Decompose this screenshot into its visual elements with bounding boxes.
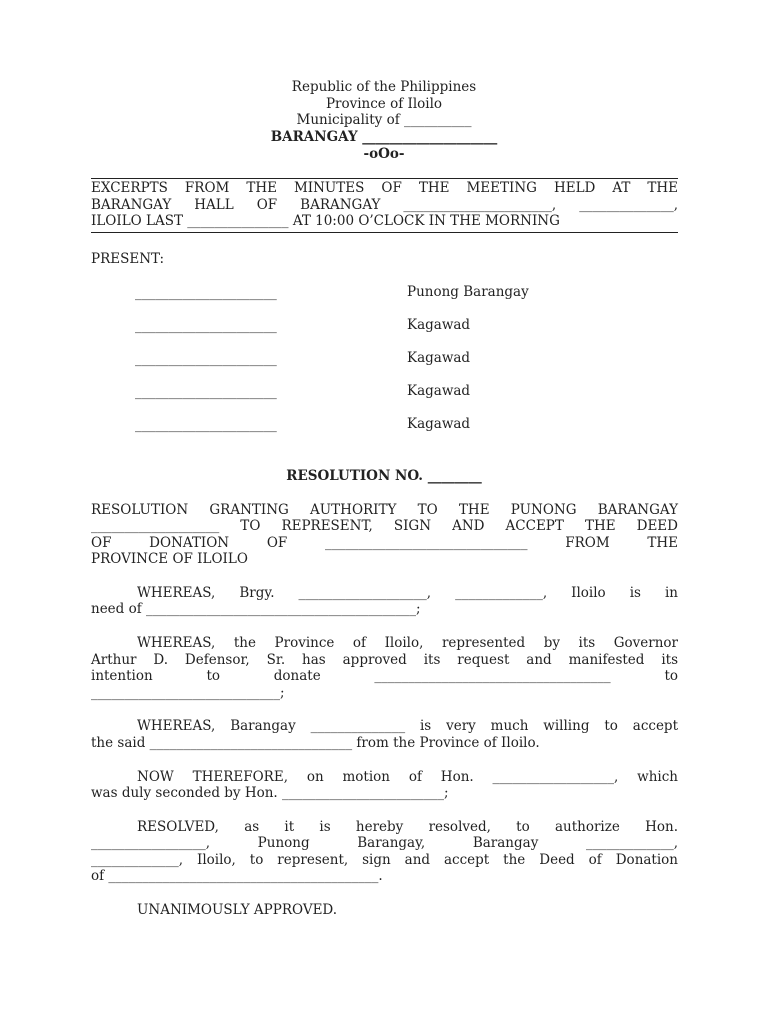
whereas1-line-1: WHEREAS, Brgy. ___________________, _____________, Iloilo is in bbox=[137, 585, 678, 601]
granting-line-4: PROVINCE OF ILOILO bbox=[91, 551, 248, 567]
header-municipality: Municipality of __________ bbox=[296, 112, 472, 128]
approval-statement: UNANIMOUSLY APPROVED. bbox=[137, 902, 338, 918]
granting-line-2: ___________________ TO REPRESENT, SIGN AND ACCEPT THE DEED bbox=[91, 518, 678, 534]
signature-blank: _____________________ bbox=[135, 351, 277, 367]
now-therefore-line-2: was duly seconded by Hon. ________________________; bbox=[91, 785, 449, 801]
excerpt-bottom-rule bbox=[91, 232, 678, 233]
excerpt-line-3: ILOILO LAST _______________ AT 10:00 O’CLOCK IN THE MORNING bbox=[91, 213, 560, 229]
whereas3-line-1: WHEREAS, Barangay ______________ is very much willing to accept bbox=[137, 718, 678, 734]
excerpt-line-2: BARANGAY HALL OF BARANGAY ______________________, ______________, bbox=[91, 197, 678, 213]
signature-blank: _____________________ bbox=[135, 417, 277, 433]
whereas2-line-2: Arthur D. Defensor, Sr. has approved its request and manifested its bbox=[91, 652, 678, 668]
member-title: Punong Barangay bbox=[407, 284, 529, 300]
excerpt-line-1: EXCERPTS FROM THE MINUTES OF THE MEETING HELD AT THE bbox=[91, 180, 678, 196]
granting-line-3: OF DONATION OF ______________________________ FROM THE bbox=[91, 535, 678, 551]
header-ooo: -oOo- bbox=[363, 146, 405, 162]
resolved-line-1: RESOLVED, as it is hereby resolved, to authorize Hon. bbox=[137, 819, 678, 835]
header-province: Province of Iloilo bbox=[325, 96, 443, 112]
signature-blank: _____________________ bbox=[135, 318, 277, 334]
granting-line-1: RESOLUTION GRANTING AUTHORITY TO THE PUNONG BARANGAY bbox=[91, 502, 678, 518]
whereas2-line-3: intention to donate ___________________________________ to bbox=[91, 668, 678, 684]
whereas2-line-4: ____________________________; bbox=[91, 685, 285, 701]
resolved-line-3: _____________, Iloilo, to represent, sign and accept the Deed of Donation bbox=[91, 852, 678, 868]
resolved-line-4: of ________________________________________. bbox=[91, 868, 383, 884]
header-republic: Republic of the Philippines bbox=[291, 79, 477, 95]
member-title: Kagawad bbox=[407, 350, 471, 366]
whereas3-line-2: the said ______________________________ from the Province of Iloilo. bbox=[91, 735, 540, 751]
excerpt-top-rule bbox=[91, 178, 678, 179]
whereas2-line-1: WHEREAS, the Province of Iloilo, represented by its Governor bbox=[137, 635, 678, 651]
resolved-line-2: _________________, Punong Barangay, Barangay _____________, bbox=[91, 835, 678, 851]
member-title: Kagawad bbox=[407, 416, 471, 432]
header-barangay: BARANGAY ____________________ bbox=[270, 129, 498, 145]
signature-blank: _____________________ bbox=[135, 384, 277, 400]
signature-blank: _____________________ bbox=[135, 285, 277, 301]
whereas1-line-2: need of ________________________________________; bbox=[91, 601, 421, 617]
resolution-title: RESOLUTION NO. ________ bbox=[286, 468, 482, 484]
member-title: Kagawad bbox=[407, 383, 471, 399]
now-therefore-line-1: NOW THEREFORE, on motion of Hon. __________________, which bbox=[137, 769, 678, 785]
present-label: PRESENT: bbox=[91, 251, 165, 267]
member-title: Kagawad bbox=[407, 317, 471, 333]
